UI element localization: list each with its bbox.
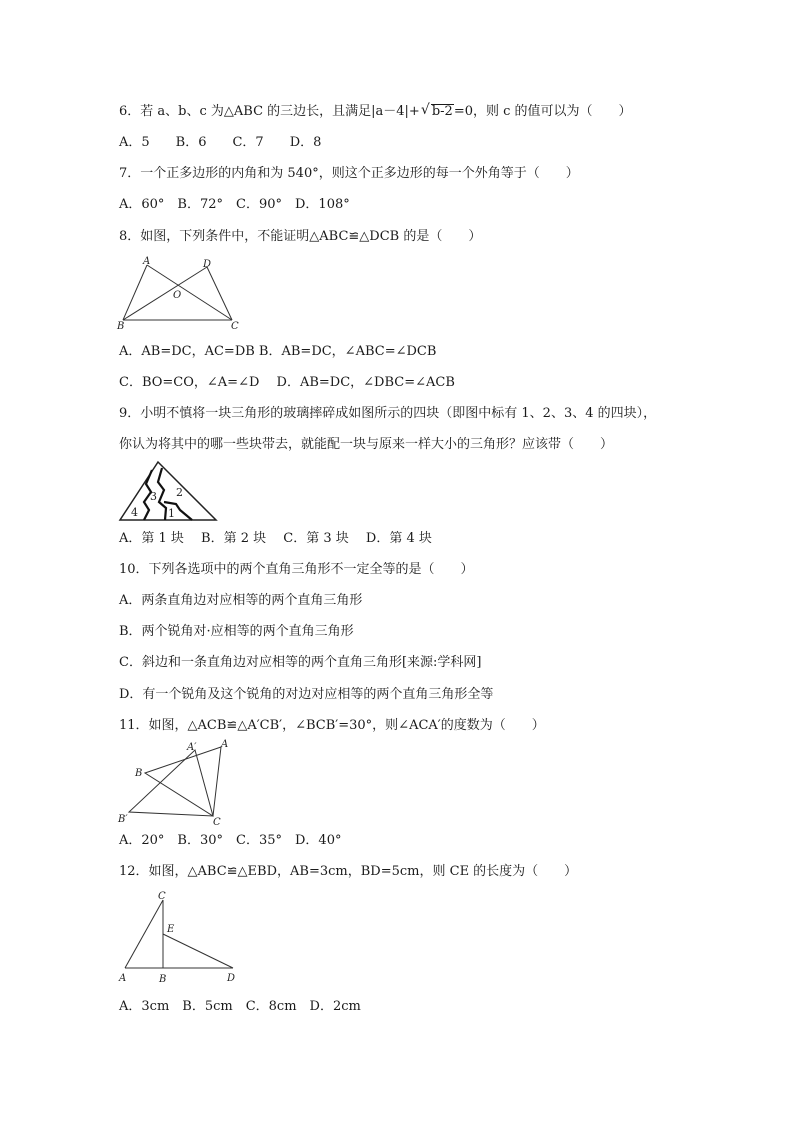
question-8-stem: 8．如图，下列条件中，不能证明△ABC≌△DCB 的是（ ） (119, 229, 482, 244)
fig11-label-b-prime: B′ (118, 814, 128, 825)
fig8-label-b: B (117, 321, 125, 332)
question-8-options-1: A．AB=DC，AC=DB B．AB=DC，∠ABC=∠DCB (119, 344, 437, 359)
fig12-label-a: A (119, 973, 127, 984)
question-6-prefix: 6．若 a、b、c 为△ABC 的三边长，且满足|a－4|+ (119, 104, 420, 119)
question-6-suffix: =0，则 c 的值可以为（ ） (453, 104, 632, 119)
question-12-options: A．3cm B．5cm C．8cm D．2cm (119, 999, 361, 1014)
fig12-label-d: D (227, 973, 236, 984)
figure-12-right-triangles (115, 890, 245, 986)
fig12-label-b: B (159, 974, 167, 985)
question-7-stem: 7．一个正多边形的内角和为 540°，则这个正多边形的每一个外角等于（ ） (119, 166, 579, 181)
question-8-options-2: C．BO=CO，∠A=∠D D．AB=DC，∠DBC=∠ACB (119, 375, 455, 390)
question-10-option-d: D．有一个锐角及这个锐角的对边对应相等的两个直角三角形全等 (119, 687, 494, 702)
question-10-option-c: C．斜边和一条直角边对应相等的两个直角三角形[来源:学科网] (119, 655, 482, 670)
fig8-label-a: A (143, 256, 151, 267)
fig8-label-d: D (203, 259, 212, 270)
question-6-options: A．5 B．6 C．7 D．8 (119, 135, 322, 150)
fig11-label-b: B (135, 768, 143, 779)
fig9-piece-1: 1 (168, 507, 175, 520)
fig9-piece-4: 4 (131, 506, 138, 519)
question-11-options: A．20° B．30° C．35° D．40° (119, 833, 342, 848)
question-7-options: A．60° B．72° C．90° D．108° (119, 197, 350, 212)
sqrt-sign-icon: √ (420, 102, 430, 118)
question-9-stem-line1: 9．小明不慎将一块三角形的玻璃摔碎成如图所示的四块（即图中标有 1、2、3、4 的四块）， (119, 406, 657, 421)
fig11-label-a: A (221, 739, 229, 750)
sqrt-radicand: b-2 (431, 104, 453, 119)
fig8-label-o: O (173, 290, 182, 301)
fig9-piece-2: 2 (176, 486, 183, 499)
question-10-stem: 10．下列各选项中的两个直角三角形不一定全等的是（ ） (119, 562, 474, 577)
sqrt-expression (421, 103, 454, 121)
fig8-label-c: C (231, 321, 239, 332)
fig11-label-c: C (213, 817, 221, 826)
fig12-label-c: C (158, 891, 166, 902)
fig11-label-a-prime: A′ (187, 742, 197, 753)
figure-11-rotated-triangles (115, 738, 230, 826)
fig12-label-e: E (167, 924, 175, 935)
question-12-stem: 12．如图，△ABC≌△EBD，AB=3cm，BD=5cm，则 CE 的长度为（ ） (119, 864, 578, 879)
question-10-option-b: B．两个锐角对·应相等的两个直角三角形 (119, 624, 354, 639)
figure-9-broken-triangle (118, 458, 220, 524)
question-6-stem (119, 103, 632, 121)
fig9-piece-3: 3 (150, 490, 157, 503)
question-9-stem-line2: 你认为将其中的哪一些块带去，就能配一块与原来一样大小的三角形？应该带（ ） (119, 437, 614, 452)
question-11-stem: 11．如图，△ACB≌△A′CB′，∠BCB′=30°，则∠ACA′的度数为（ ） (119, 718, 545, 733)
question-9-options: A．第 1 块 B．第 2 块 C．第 3 块 D．第 4 块 (119, 531, 432, 546)
figure-8-quadrilateral (115, 255, 250, 335)
question-10-option-a: A．两条直角边对应相等的两个直角三角形 (119, 593, 363, 608)
